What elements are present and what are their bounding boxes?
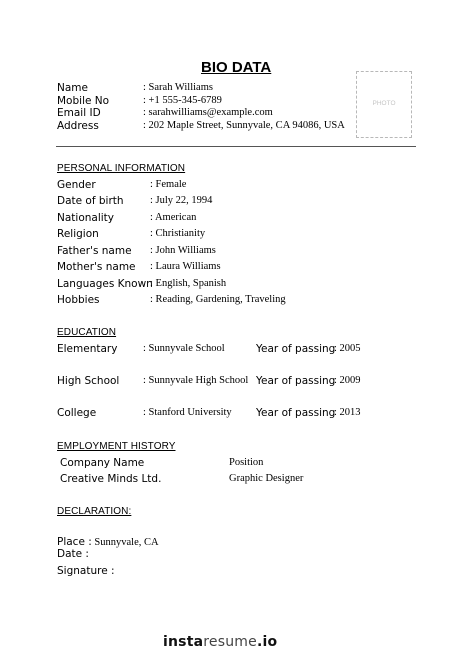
section-heading-personal: PERSONAL INFORMATION <box>57 163 186 174</box>
section-heading-declaration: DECLARATION: <box>57 506 132 517</box>
education-school-highschool: : Sunnyvale High School <box>143 375 249 386</box>
education-school-college: : Stanford University <box>143 407 232 418</box>
education-year-highschool: : 2009 <box>334 375 361 386</box>
education-level-elementary: Elementary <box>57 343 118 355</box>
personal-label-gender: Gender <box>57 179 96 191</box>
brand-logo <box>163 634 277 650</box>
header-divider <box>56 146 416 147</box>
contact-label-email: Email ID <box>57 107 101 119</box>
contact-label-name: Name <box>57 82 88 94</box>
personal-value-dob: : July 22, 1994 <box>150 195 213 206</box>
employment-column-company: Company Name <box>60 457 145 469</box>
photo-placeholder <box>356 71 412 138</box>
section-heading-employment: EMPLOYMENT HISTORY <box>57 441 176 452</box>
contact-value-mobile: : +1 555-345-6789 <box>143 95 222 106</box>
document-title: BIO DATA <box>201 59 272 76</box>
declaration-place-value: Sunnyvale, CA <box>91 537 159 548</box>
contact-value-address: : 202 Maple Street, Sunnyvale, CA 94086, USA <box>143 120 345 131</box>
section-heading-education: EDUCATION <box>57 327 117 338</box>
contact-value-email: : sarahwilliams@example.com <box>143 107 273 118</box>
personal-label-hobbies: Hobbies <box>57 294 100 306</box>
contact-label-address: Address <box>57 120 99 132</box>
brand-logo-part-insta: insta <box>163 634 204 650</box>
contact-label-mobile: Mobile No <box>57 95 110 107</box>
personal-value-mother: : Laura Williams <box>150 261 221 272</box>
personal-value-nationality: : American <box>150 212 197 223</box>
personal-value-father: : John Williams <box>150 245 216 256</box>
declaration-date-label: Date : <box>57 548 89 560</box>
declaration-signature-label: Signature : <box>57 565 115 577</box>
education-level-highschool: High School <box>57 375 120 387</box>
personal-value-hobbies: : Reading, Gardening, Traveling <box>150 294 286 305</box>
education-year-elementary: : 2005 <box>334 343 361 354</box>
personal-label-languages: Languages Known <box>57 278 153 290</box>
personal-value-gender: : Female <box>150 179 187 190</box>
brand-logo-part-io: .io <box>256 634 278 650</box>
declaration-place-label: Place : <box>57 536 92 548</box>
employment-position: Graphic Designer <box>229 473 304 484</box>
employment-column-position: Position <box>229 457 264 468</box>
contact-value-name: : Sarah Williams <box>143 82 213 93</box>
personal-label-religion: Religion <box>57 228 99 240</box>
personal-value-languages: : English, Spanish <box>150 278 227 289</box>
personal-value-religion: : Christianity <box>150 228 206 239</box>
photo-placeholder-label: PHOTO <box>372 100 396 107</box>
education-school-elementary: : Sunnyvale School <box>143 343 225 354</box>
education-year-label-highschool: Year of passing <box>256 375 336 387</box>
personal-label-dob: Date of birth <box>57 195 124 207</box>
education-year-college: : 2013 <box>334 407 361 418</box>
employment-company: Creative Minds Ltd. <box>60 473 162 485</box>
personal-label-nationality: Nationality <box>57 212 115 224</box>
education-year-label-elementary: Year of passing <box>256 343 336 355</box>
personal-label-mother: Mother's name <box>57 261 136 273</box>
education-year-label-college: Year of passing <box>256 407 336 419</box>
brand-logo-part-resume: resume <box>203 634 257 650</box>
education-level-college: College <box>57 407 97 419</box>
personal-label-father: Father's name <box>57 245 132 257</box>
